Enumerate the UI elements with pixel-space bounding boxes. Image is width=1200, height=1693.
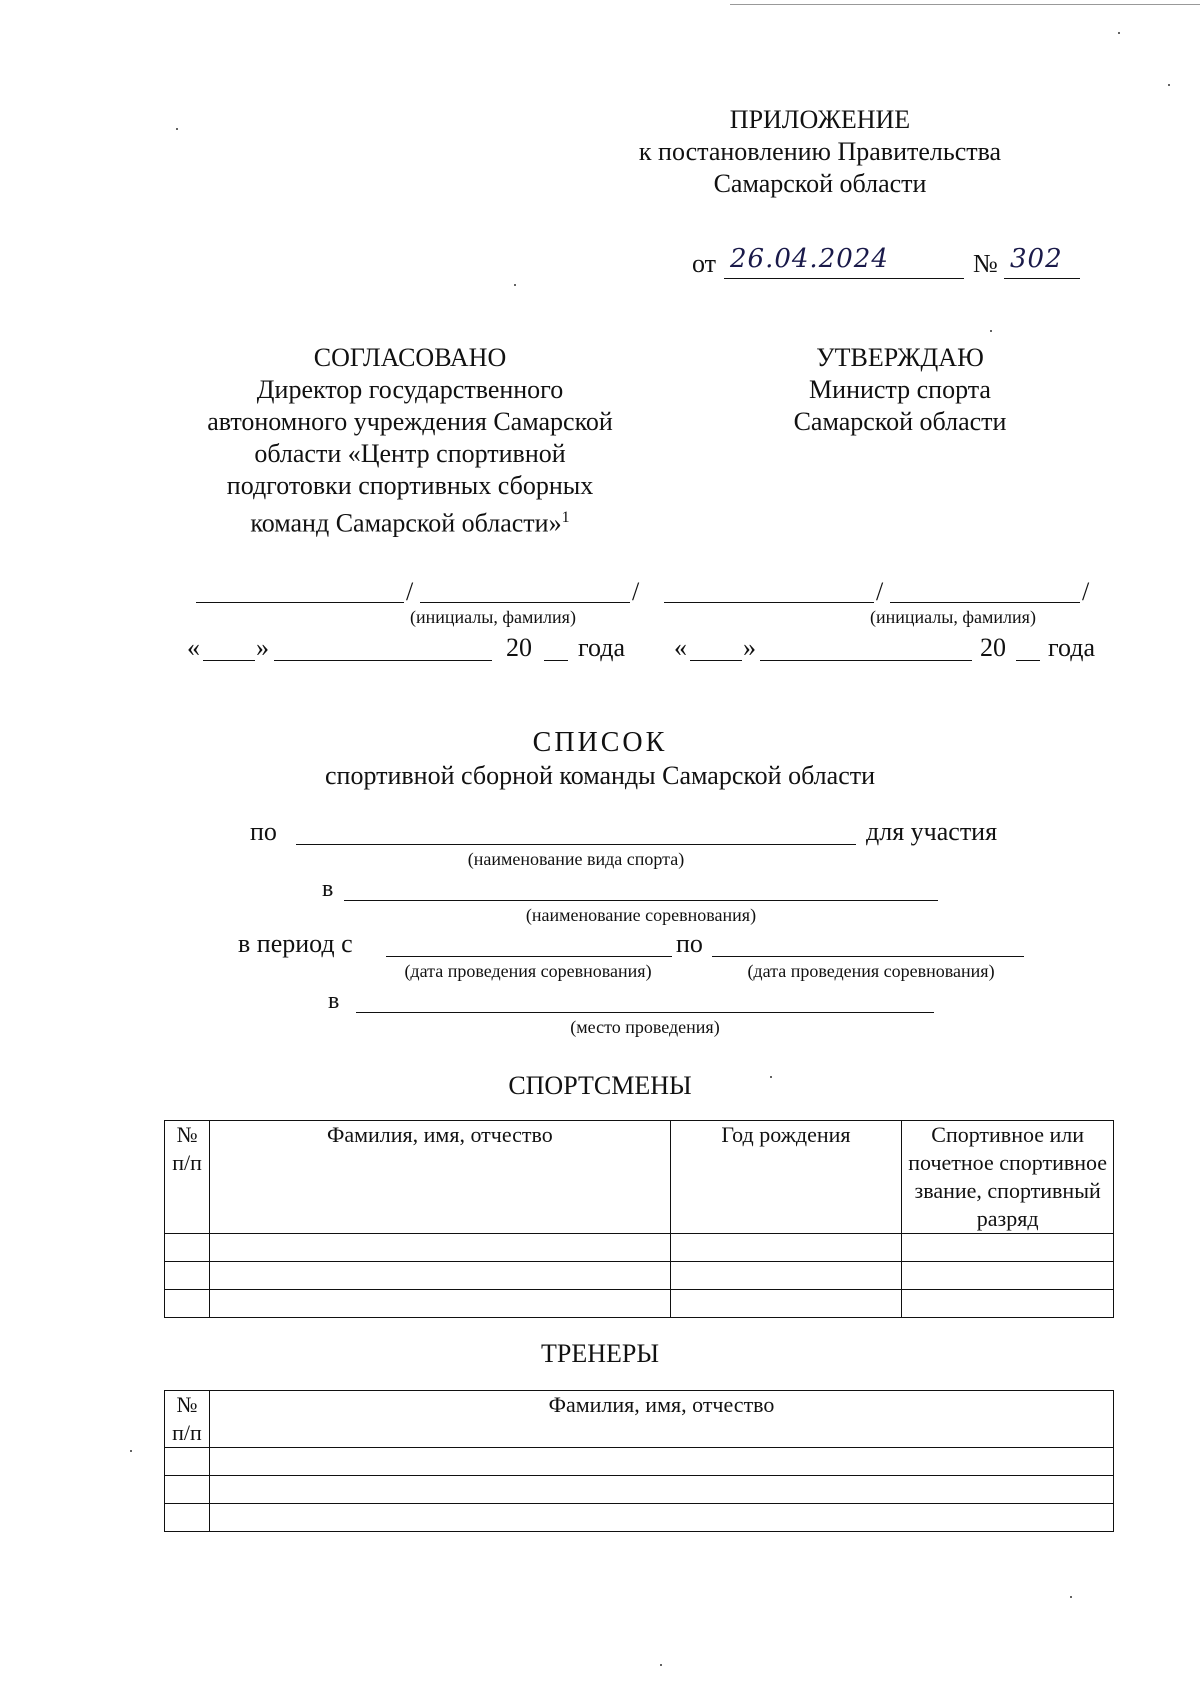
appendix-line-2: Самарской области bbox=[713, 169, 927, 198]
table-cell[interactable] bbox=[670, 1262, 902, 1290]
table-cell[interactable] bbox=[210, 1476, 1114, 1504]
list-subtitle: спортивной сборной команды Самарской области bbox=[324, 761, 876, 790]
table-cell[interactable] bbox=[902, 1234, 1114, 1262]
sport-line bbox=[296, 844, 856, 845]
number-value: 302 bbox=[1010, 244, 1063, 274]
col-full-name: Фамилия, имя, отчество bbox=[210, 1121, 670, 1234]
year-suffix-left: года bbox=[578, 633, 626, 662]
signature-line-left bbox=[196, 602, 404, 603]
slash: / bbox=[876, 577, 884, 606]
footnote-mark: 1 bbox=[561, 509, 570, 526]
competition-caption: (наименование соревнования) bbox=[525, 905, 757, 925]
initials-line-right bbox=[890, 602, 1080, 603]
period-from-caption: (дата проведения соревнования) bbox=[404, 961, 652, 981]
competition-prefix: в bbox=[322, 876, 334, 902]
col-full-name: Фамилия, имя, отчество bbox=[210, 1391, 1114, 1448]
athletes-header-row bbox=[165, 1121, 1114, 1234]
date-close-left: » bbox=[256, 633, 269, 662]
approval-right bbox=[750, 342, 1050, 438]
table-row bbox=[165, 1290, 1114, 1318]
table-cell[interactable] bbox=[210, 1448, 1114, 1476]
scan-speck bbox=[990, 330, 992, 332]
table-row bbox=[165, 1262, 1114, 1290]
place-line bbox=[356, 1012, 934, 1013]
sport-suffix: для участия bbox=[866, 817, 998, 846]
approval-left-line: области «Центр спортивной bbox=[254, 439, 566, 468]
sport-prefix: по bbox=[250, 817, 277, 846]
month-line-left bbox=[274, 660, 492, 661]
table-cell[interactable] bbox=[210, 1262, 670, 1290]
table-cell[interactable] bbox=[165, 1476, 210, 1504]
coaches-table bbox=[164, 1390, 1114, 1532]
period-prefix: в период с bbox=[238, 929, 353, 958]
number-line bbox=[1004, 278, 1080, 279]
approval-left-line: Директор государственного bbox=[256, 375, 564, 404]
table-cell[interactable] bbox=[165, 1290, 210, 1318]
table-cell[interactable] bbox=[165, 1262, 210, 1290]
approval-right-line: Самарской области bbox=[793, 407, 1007, 436]
approval-left-title: СОГЛАСОВАНО bbox=[313, 343, 507, 372]
year-suffix-right: года bbox=[1048, 633, 1096, 662]
scan-speck bbox=[770, 1076, 772, 1078]
list-title: СПИСОК bbox=[532, 727, 668, 758]
approval-left-line-last: команд Самарской области»$^1$ bbox=[250, 508, 570, 538]
approval-left-line: подготовки спортивных сборных bbox=[226, 471, 594, 500]
initials-caption-right: (инициалы, фамилия) bbox=[870, 607, 1036, 627]
place-prefix: в bbox=[328, 988, 340, 1014]
scan-speck bbox=[1070, 1596, 1072, 1598]
approval-right-line: Министр спорта bbox=[809, 375, 991, 404]
scan-speck bbox=[1118, 32, 1120, 34]
period-to-line bbox=[712, 956, 1024, 957]
scan-speck bbox=[130, 1450, 132, 1452]
col-birth-year: Год рождения bbox=[670, 1121, 902, 1234]
appendix-title: ПРИЛОЖЕНИЕ bbox=[729, 105, 911, 134]
year-line-right bbox=[1016, 660, 1040, 661]
date-line bbox=[724, 278, 964, 279]
appendix-line-1: к постановлению Правительства bbox=[638, 137, 1002, 166]
table-cell[interactable] bbox=[210, 1504, 1114, 1532]
athletes-table bbox=[164, 1120, 1114, 1318]
slash: / bbox=[632, 577, 640, 606]
period-from-line bbox=[386, 956, 672, 957]
col-number: № п/п bbox=[165, 1391, 210, 1448]
coaches-header-row bbox=[165, 1391, 1114, 1448]
approval-right-title: УТВЕРЖДАЮ bbox=[816, 343, 984, 372]
scan-edge-line bbox=[730, 4, 1200, 5]
table-row bbox=[165, 1448, 1114, 1476]
day-line-left bbox=[203, 660, 255, 661]
table-row bbox=[165, 1504, 1114, 1532]
approval-left bbox=[180, 342, 640, 540]
table-cell[interactable] bbox=[670, 1234, 902, 1262]
competition-line bbox=[344, 900, 938, 901]
year-line-left bbox=[544, 660, 568, 661]
period-to-caption: (дата проведения соревнования) bbox=[747, 961, 995, 981]
table-cell[interactable] bbox=[670, 1290, 902, 1318]
scan-speck bbox=[660, 1664, 662, 1666]
table-cell[interactable] bbox=[902, 1262, 1114, 1290]
table-cell[interactable] bbox=[165, 1448, 210, 1476]
col-sport-rank: Спортивное или почетное спортивное звание, спортивный разряд bbox=[902, 1121, 1114, 1234]
day-line-right bbox=[690, 660, 742, 661]
table-cell[interactable] bbox=[210, 1234, 670, 1262]
appendix-header bbox=[600, 104, 1040, 200]
scan-speck bbox=[514, 284, 516, 286]
date-value: 26.04.2024 bbox=[730, 244, 889, 274]
slash: / bbox=[406, 577, 414, 606]
athletes-heading: СПОРТСМЕНЫ bbox=[508, 1071, 692, 1100]
period-mid: по bbox=[676, 929, 703, 958]
year-prefix-left: 20 bbox=[506, 633, 532, 662]
date-open-right: « bbox=[674, 633, 687, 662]
slash: / bbox=[1082, 577, 1090, 606]
table-row bbox=[165, 1476, 1114, 1504]
table-cell[interactable] bbox=[165, 1234, 210, 1262]
scan-speck bbox=[176, 128, 178, 130]
table-cell[interactable] bbox=[165, 1504, 210, 1532]
number-prefix: № bbox=[973, 249, 998, 278]
sport-caption: (наименование вида спорта) bbox=[467, 849, 685, 869]
table-cell[interactable] bbox=[210, 1290, 670, 1318]
signature-line-right bbox=[664, 602, 874, 603]
initials-caption-left: (инициалы, фамилия) bbox=[410, 607, 576, 627]
coaches-heading: ТРЕНЕРЫ bbox=[540, 1339, 659, 1368]
month-line-right bbox=[760, 660, 972, 661]
table-cell[interactable] bbox=[902, 1290, 1114, 1318]
approval-left-line: автономного учреждения Самарской bbox=[207, 407, 613, 436]
place-caption: (место проведения) bbox=[570, 1017, 720, 1037]
col-number: № п/п bbox=[165, 1121, 210, 1234]
initials-line-left bbox=[420, 602, 630, 603]
table-row bbox=[165, 1234, 1114, 1262]
scan-speck bbox=[1168, 84, 1170, 86]
date-close-right: » bbox=[743, 633, 756, 662]
date-open-left: « bbox=[187, 633, 200, 662]
year-prefix-right: 20 bbox=[980, 633, 1006, 662]
date-prefix: от bbox=[692, 249, 717, 278]
